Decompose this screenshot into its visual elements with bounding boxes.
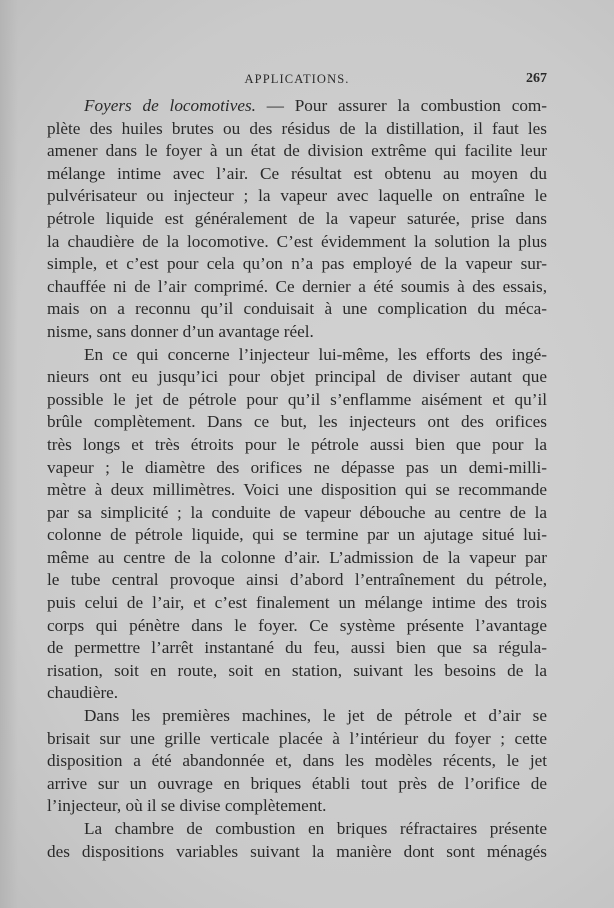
text-line: le tube central provoque ainsi d’abord l’entraînement du pétrole, — [47, 570, 547, 590]
text-line: Dans les premières machines, le jet de pétrole et d’air se — [84, 706, 547, 726]
text-line: chaudière. — [47, 683, 119, 703]
paragraph — [47, 344, 547, 706]
text-line: disposition a été abandonnée et, dans les modèles récents, le jet — [47, 751, 547, 771]
paragraph — [47, 705, 547, 818]
text-line: nieurs ont eu jusqu’ici pour objet principal de diviser autant que — [47, 367, 547, 387]
text-line: l’injecteur, où il se divise complètement. — [47, 796, 327, 816]
text-line: pétrole liquide est généralement de la vapeur saturée, prise dans — [47, 208, 547, 228]
text-line: La chambre de combustion en briques réfractaires présente — [84, 819, 547, 838]
text-line: mais on a reconnu qu’il conduisait à une complication du méca- — [47, 299, 547, 319]
text-line: mélange intime avec l’air. Ce résultat est obtenu au moyen du — [47, 163, 547, 183]
text-line: mètre à deux millimètres. Voici une disposition qui se recommande — [47, 480, 547, 500]
text-line: amener dans le foyer à un état de division extrême qui facilite leur — [47, 141, 547, 161]
text-line: brisait sur une grille verticale placée à l’intérieur du foyer ; cette — [47, 728, 547, 748]
paragraph — [47, 818, 547, 863]
text-line: plète des huiles brutes ou des résidus de la distillation, il faut les — [47, 118, 547, 138]
text-line: même au centre de la colonne d’air. L’admission de la vapeur par — [47, 547, 547, 567]
paragraph — [47, 95, 547, 344]
text-line: vapeur ; le diamètre des orifices ne dépasse pas un demi-milli- — [47, 457, 547, 477]
text-line: risation, soit en route, soit en station, suivant les besoins de la — [47, 660, 547, 680]
page-number: 267 — [526, 71, 547, 86]
running-title: APPLICATIONS. — [244, 72, 350, 86]
section-heading: Foyers de locomotives. — [84, 96, 256, 115]
text-line: corps qui pénètre dans le foyer. Ce système présente l’avantage — [47, 615, 547, 635]
text-line: par sa simplicité ; la conduite de vapeur débouche au centre de la — [47, 502, 547, 522]
text-line: possible le jet de pétrole pour qu’il s’enflamme aisément et qu’il — [47, 389, 547, 409]
text-line: puis celui de l’air, et c’est finalement un mélange intime des trois — [47, 593, 547, 613]
text-line: de permettre l’arrêt instantané du feu, aussi bien que sa régula- — [47, 638, 547, 658]
running-head — [47, 70, 547, 90]
text-line: très longs et très étroits pour le pétrole aussi bien que pour la — [47, 434, 547, 454]
text-line: la chaudière de la locomotive. C’est évidemment la solution la plus — [47, 231, 547, 251]
text-line: brûle complètement. Dans ce but, les injecteurs ont des orifices — [47, 412, 547, 432]
text-line: simple, et c’est pour cela qu’on n’a pas employé de la vapeur sur- — [47, 254, 547, 274]
page-edge-shadow — [0, 0, 18, 908]
text-line: nisme, sans donner d’un avantage réel. — [47, 321, 314, 341]
text-line: pulvérisateur ou injecteur ; la vapeur avec laquelle on entraîne le — [47, 186, 547, 206]
text-line: En ce qui concerne l’injecteur lui-même, les efforts des ingé- — [84, 344, 547, 364]
text-line: des dispositions variables suivant la manière dont sont ménagés — [47, 841, 547, 861]
body-text — [47, 95, 547, 863]
text-line: Foyers de locomotives. — Pour assurer la combustion com- — [84, 96, 548, 115]
text-line: chauffée ni de l’air comprimé. Ce dernier a été soumis à des essais, — [47, 276, 547, 296]
text-line: arrive sur un ouvrage en briques établi tout près de l’orifice de — [47, 773, 547, 793]
text-line: colonne de pétrole liquide, qui se termine par un ajutage situé lui- — [47, 525, 547, 545]
